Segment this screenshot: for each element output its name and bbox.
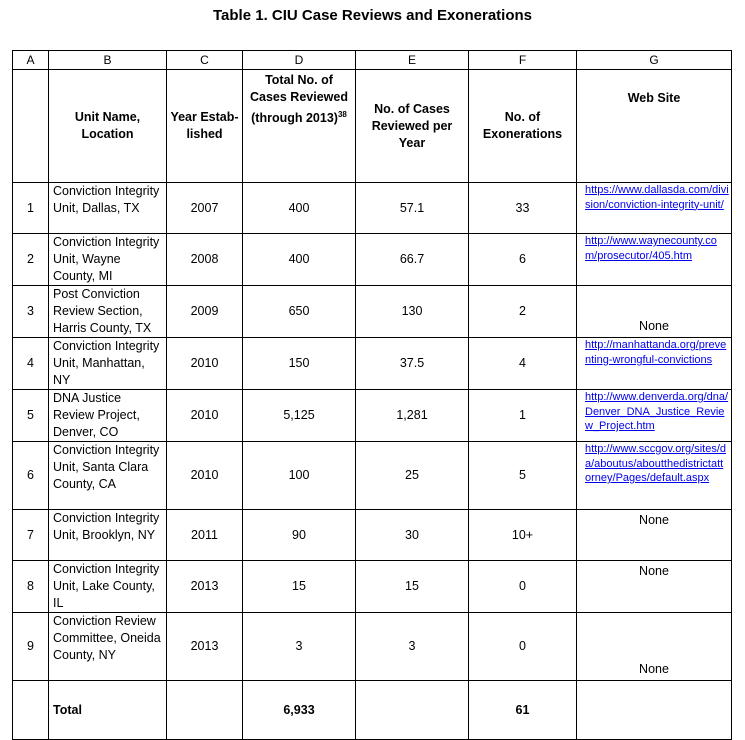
- column-letter: G: [577, 51, 732, 70]
- row-index: 6: [13, 442, 49, 510]
- column-letter: A: [13, 51, 49, 70]
- row-unit: Conviction Integrity Unit, Lake County, IL: [49, 561, 167, 613]
- row-per-year: 57.1: [356, 183, 469, 234]
- total-per-year: [356, 681, 469, 740]
- row-unit: Conviction Integrity Unit, Brooklyn, NY: [49, 510, 167, 561]
- column-header-row: [13, 70, 732, 183]
- total-year: [167, 681, 243, 740]
- total-exonerations: 61: [469, 681, 577, 740]
- row-exonerations: 0: [469, 613, 577, 681]
- row-year: 2010: [167, 442, 243, 510]
- row-year: 2011: [167, 510, 243, 561]
- header-index: [13, 70, 49, 183]
- row-unit: DNA Justice Review Project, Denver, CO: [49, 390, 167, 442]
- column-letter: E: [356, 51, 469, 70]
- row-exonerations: 33: [469, 183, 577, 234]
- row-per-year: 30: [356, 510, 469, 561]
- table-row: [13, 286, 732, 338]
- row-website: [577, 338, 732, 390]
- row-year: 2007: [167, 183, 243, 234]
- table-row: [13, 561, 732, 613]
- row-exonerations: 5: [469, 442, 577, 510]
- total-row: [13, 681, 732, 740]
- total-website: [577, 681, 732, 740]
- row-total-reviewed: 3: [243, 613, 356, 681]
- row-total-reviewed: 150: [243, 338, 356, 390]
- website-link[interactable]: http://www.sccgov.org/sites/da/aboutus/aboutthedistrictattorney/Pages/default.aspx: [585, 443, 727, 484]
- table-row: [13, 613, 732, 681]
- row-year: 2009: [167, 286, 243, 338]
- row-exonerations: 2: [469, 286, 577, 338]
- column-letter: C: [167, 51, 243, 70]
- header-total-reviewed-text: Total No. of Cases Reviewed (through 2013): [250, 73, 348, 126]
- header-exonerations: No. of Exonerations: [469, 70, 577, 183]
- total-cases: 6,933: [243, 681, 356, 740]
- row-unit: Post Conviction Review Section, Harris County, TX: [49, 286, 167, 338]
- website-link[interactable]: http://manhattanda.org/preventing-wrongful-convictions: [585, 339, 727, 366]
- column-letter: F: [469, 51, 577, 70]
- row-exonerations: 1: [469, 390, 577, 442]
- row-index: 9: [13, 613, 49, 681]
- website-link[interactable]: http://www.denverda.org/dna/Denver_DNA_Justice_Review_Project.htm: [585, 391, 729, 432]
- row-unit: Conviction Integrity Unit, Manhattan, NY: [49, 338, 167, 390]
- row-year: 2010: [167, 390, 243, 442]
- row-index: 1: [13, 183, 49, 234]
- row-website: [577, 390, 732, 442]
- row-per-year: 1,281: [356, 390, 469, 442]
- row-per-year: 15: [356, 561, 469, 613]
- row-unit: Conviction Review Committee, Oneida County, NY: [49, 613, 167, 681]
- column-letter: B: [49, 51, 167, 70]
- ciu-table: [12, 50, 732, 740]
- row-per-year: 37.5: [356, 338, 469, 390]
- row-year: 2013: [167, 613, 243, 681]
- row-exonerations: 0: [469, 561, 577, 613]
- row-index: 2: [13, 234, 49, 286]
- row-website-none: None: [577, 613, 732, 681]
- table-title: Table 1. CIU Case Reviews and Exonerations: [213, 7, 532, 24]
- row-total-reviewed: 90: [243, 510, 356, 561]
- row-total-reviewed: 400: [243, 183, 356, 234]
- header-website: Web Site: [577, 70, 732, 183]
- row-exonerations: 6: [469, 234, 577, 286]
- header-total-reviewed: [243, 70, 356, 183]
- row-website: [577, 183, 732, 234]
- row-index: 3: [13, 286, 49, 338]
- row-index: 7: [13, 510, 49, 561]
- row-exonerations: 4: [469, 338, 577, 390]
- table-row: [13, 390, 732, 442]
- row-index: 4: [13, 338, 49, 390]
- row-total-reviewed: 400: [243, 234, 356, 286]
- row-total-reviewed: 650: [243, 286, 356, 338]
- footnote-ref: 38: [337, 110, 347, 119]
- column-letter-row: [13, 51, 732, 70]
- row-year: 2013: [167, 561, 243, 613]
- row-year: 2008: [167, 234, 243, 286]
- website-link[interactable]: https://www.dallasda.com/division/conviction-integrity-unit/: [585, 184, 729, 211]
- table-row: [13, 510, 732, 561]
- row-website-none: None: [577, 286, 732, 338]
- column-letter: D: [243, 51, 356, 70]
- row-unit: Conviction Integrity Unit, Wayne County, MI: [49, 234, 167, 286]
- total-index: [13, 681, 49, 740]
- row-index: 8: [13, 561, 49, 613]
- row-website: [577, 442, 732, 510]
- row-index: 5: [13, 390, 49, 442]
- row-exonerations: 10+: [469, 510, 577, 561]
- table-row: [13, 338, 732, 390]
- table-row: [13, 183, 732, 234]
- row-total-reviewed: 5,125: [243, 390, 356, 442]
- row-website-none: None: [577, 561, 732, 613]
- table-row: [13, 442, 732, 510]
- row-unit: Conviction Integrity Unit, Santa Clara County, CA: [49, 442, 167, 510]
- total-label: Total: [49, 681, 167, 740]
- row-per-year: 25: [356, 442, 469, 510]
- row-website-none: None: [577, 510, 732, 561]
- row-year: 2010: [167, 338, 243, 390]
- row-unit: Conviction Integrity Unit, Dallas, TX: [49, 183, 167, 234]
- row-total-reviewed: 15: [243, 561, 356, 613]
- header-per-year: No. of Cases Reviewed per Year: [356, 70, 469, 183]
- table-row: [13, 234, 732, 286]
- row-total-reviewed: 100: [243, 442, 356, 510]
- row-per-year: 3: [356, 613, 469, 681]
- row-per-year: 130: [356, 286, 469, 338]
- website-link[interactable]: http://www.waynecounty.com/prosecutor/405.htm: [585, 235, 717, 262]
- table-body: [13, 183, 732, 681]
- row-website: [577, 234, 732, 286]
- header-unit: Unit Name, Location: [49, 70, 167, 183]
- header-year: Year Estab-lished: [167, 70, 243, 183]
- row-per-year: 66.7: [356, 234, 469, 286]
